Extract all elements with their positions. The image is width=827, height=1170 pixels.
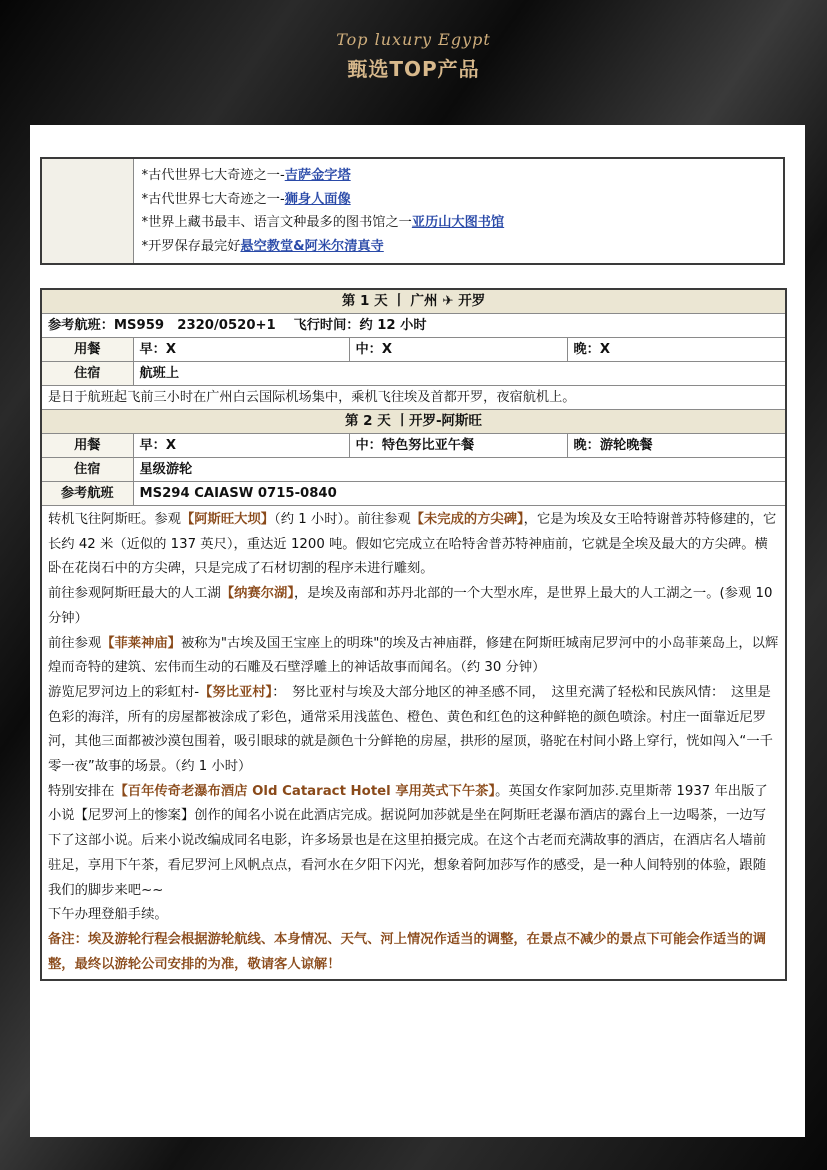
highlight-item <box>142 164 776 188</box>
day2-paragraph <box>48 582 779 631</box>
day2-paragraph <box>48 632 779 681</box>
highlight-nubian-village: 【努比亚村】 <box>199 684 273 700</box>
highlight-item <box>142 188 776 212</box>
day2-heading: 第 2 天 丨开罗-阿斯旺 <box>41 410 786 434</box>
highlight-prefix: *古代世界七大奇迹之一- <box>141 168 285 183</box>
highlight-link[interactable]: 吉萨金字塔 <box>284 168 351 183</box>
brand-title: 甄选TOP产品 <box>347 57 480 81</box>
highlight-prefix: *开罗保存最完好 <box>141 238 241 254</box>
text-run: 转机飞往阿斯旺。参观 <box>48 512 181 527</box>
day2-paragraph: 下午办理登船手续。 <box>48 907 168 923</box>
highlight-prefix: *古代世界七大奇迹之一- <box>141 191 285 207</box>
highlight-item <box>142 235 776 259</box>
highlight-old-cataract: 【百年传奇老瀑布酒店 Old Cataract Hotel 享用英式下午茶】 <box>114 783 496 799</box>
text-run: （约 1 小时）。前往参观 <box>274 512 411 527</box>
day1-stay-label: 住宿 <box>41 362 133 386</box>
text-run: 前往参观阿斯旺最大的人工湖 <box>48 586 221 602</box>
day1-lunch: 中：X <box>349 338 567 362</box>
text-run: ，是埃及南部和苏丹北部的一个大型水库，是世界上最大的人工湖之一。(参观 10 分钟） <box>48 586 773 626</box>
text-run: 前往参观 <box>48 635 102 651</box>
itinerary-table <box>40 288 787 981</box>
highlight-link[interactable]: 狮身人面像 <box>284 191 351 207</box>
highlight-obelisk: 【未完成的方尖碑】 <box>410 512 524 527</box>
day2-meal-label: 用餐 <box>41 434 133 458</box>
highlights-side-cell <box>41 158 133 264</box>
day1-description: 是日于航班起飞前三小时在广州白云国际机场集中，乘机飞往埃及首都开罗，夜宿航机上。 <box>41 386 786 410</box>
day1-dinner: 晚：X <box>567 338 786 362</box>
highlight-aswan-dam: 【阿斯旺大坝】 <box>180 512 275 527</box>
day2-dinner: 晚：游轮晚餐 <box>567 434 786 458</box>
day2-description <box>41 506 786 981</box>
document-page <box>30 125 805 1137</box>
day2-paragraph <box>48 681 779 780</box>
highlight-lake-nasser: 【纳赛尔湖】 <box>220 586 294 602</box>
day1-heading: 第 1 天 丨 广州 ✈ 开罗 <box>41 289 786 314</box>
day2-lunch: 中：特色努比亚午餐 <box>349 434 567 458</box>
day2-stay: 星级游轮 <box>133 458 786 482</box>
highlight-link[interactable]: 悬空教堂&阿米尔清真寺 <box>240 238 384 254</box>
text-run: 特别安排在 <box>48 783 115 799</box>
highlights-list <box>133 158 784 264</box>
text-run: 被称为"古埃及国王宝座上的明珠"的埃及古神庙群，修建在阿斯旺城南尼罗河中的小岛菲莱岛上，以辉煌而奇特的建筑、宏伟而生动的石雕及石壁浮雕上的神话故事而闻名。（约 30 分钟） <box>48 635 779 676</box>
day2-stay-label: 住宿 <box>41 458 133 482</box>
highlight-item <box>142 211 776 235</box>
day2-paragraph <box>48 780 779 904</box>
day1-flight: 参考航班：MS959 2320/0520+1 飞行时间：约 12 小时 <box>41 314 786 338</box>
brand-header <box>0 30 827 82</box>
day1-meal-label: 用餐 <box>41 338 133 362</box>
day1-stay: 航班上 <box>133 362 786 386</box>
brand-script-logo: Top luxury Egypt <box>336 30 491 49</box>
text-run: 。英国女作家阿加莎.克里斯蒂 1937 年出版了小说【尼罗河上的惨案】创作的闻名小说在此酒店完成。据说阿加莎就是坐在阿斯旺老瀑布酒店的露台上一边喝茶，一边写下了这部小说。后来小说改编成同名电影，许多场景也是在这里拍摄完成。在这个古老而充满故事的酒店，在酒店名人墙前驻足，享用下午茶，看尼罗河上风帆点点，看河水在夕阳下闪光，想象着阿加莎写作的感受，是一种人间特别的体验，跟随我们的脚步来吧~~ <box>48 783 768 898</box>
day2-breakfast: 早：X <box>133 434 349 458</box>
day1-breakfast: 早：X <box>133 338 349 362</box>
highlight-philae: 【菲莱神庙】 <box>101 635 181 651</box>
day2-flight: MS294 CAIASW 0715-0840 <box>133 482 786 506</box>
highlights-table <box>40 157 785 265</box>
day2-note: 备注：埃及游轮行程会根据游轮航线、本身情况、天气、河上情况作适当的调整，在景点不减少的景点下可能会作适当的调整，最终以游轮公司安排的为准，敬请客人谅解！ <box>48 931 767 972</box>
text-run: ，它是为埃及女王哈特谢普苏特修建的，它长约 42 米（近似的 137 英尺），重达近 1200 吨。假如它完成立在哈特舍普苏特神庙前，它就是全埃及最大的方尖碑。横卧在花岗石中的方尖碑，只是完成了石材切割的程序未进行雕刻。 <box>48 512 777 577</box>
highlight-link[interactable]: 亚历山大图书馆 <box>411 215 505 230</box>
day2-paragraph <box>48 508 779 582</box>
text-run: ： 努比亚村与埃及大部分地区的神圣感不同， 这里充满了轻松和民族风情： 这里是色彩的海洋，所有的房屋都被涂成了彩色，通常采用浅蓝色、橙色、黄色和红色的这种鲜艳的颜色喷涂。村庄一面靠近尼罗河，其他三面都被沙漠包围着，吸引眼球的就是颜色十分鲜艳的房屋，拱形的屋顶，骆驼在村间小路上穿行，恍如闯入“一千零一夜”故事的场景。（约 1 小时） <box>48 684 773 775</box>
highlight-prefix: *世界上藏书最丰、语言文种最多的图书馆之一 <box>141 215 412 230</box>
text-run: 游览尼罗河边上的彩虹村- <box>48 684 200 700</box>
day2-flight-label: 参考航班 <box>41 482 133 506</box>
